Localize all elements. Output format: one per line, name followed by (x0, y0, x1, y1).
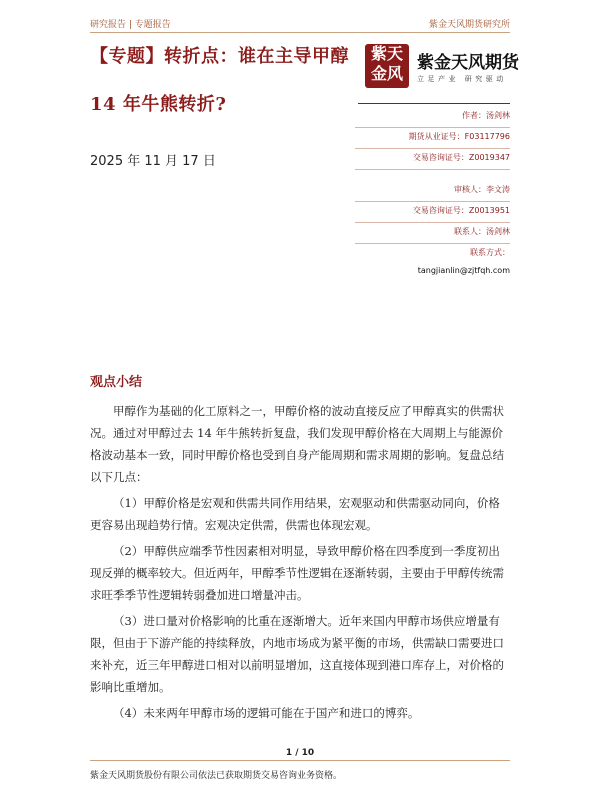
logo-slogan: 立足产业 研究驱动 (417, 75, 507, 83)
contact-method: 联系方式： (470, 248, 510, 257)
section-title: 观点小结 (90, 375, 143, 390)
futures-license: 期货从业证号：F03117796 (408, 132, 510, 141)
footer-divider (90, 760, 510, 761)
page-header (90, 14, 510, 33)
reviewer-block (355, 184, 510, 202)
author-block (355, 110, 510, 128)
license-block (355, 131, 510, 149)
contact-person: 联系人：汤剑林 (454, 227, 510, 236)
report-title-line1: 【专题】转折点：谁在主导甲醇 (90, 46, 349, 67)
company-logo (365, 44, 519, 96)
paragraph-point-3: （3）进口量对价格影响的比重在逐渐增大。近年来国内甲醇市场供应增量有限，但由于下游产能的持续释放，内地市场成为紧平衡的市场，供需缺口需要进口来补充，近三年甲醇进口相对以前明显增加，这直接体现到港口库存上，对价格的影响比重增加。 (90, 614, 504, 694)
divider (355, 148, 510, 149)
divider (355, 127, 510, 128)
logo-seal-icon (365, 44, 409, 88)
divider (355, 243, 510, 244)
reviewer-name: 审核人：李文涛 (454, 185, 510, 194)
seal-bottom-text: 金风 (370, 64, 403, 83)
header-category: 研究报告 | 专题报告 (90, 20, 171, 30)
divider (355, 169, 510, 170)
paragraph-point-2: （2）甲醇供应端季节性因素相对明显，导致甲醇价格在四季度到一季度初出现反弹的概率较大。但近两年，甲醇季节性逻辑在逐渐转弱，主要由于甲醇传统需求旺季季节性逻辑转弱叠加进口增量冲击。 (90, 544, 504, 602)
consult-block-1 (355, 152, 510, 170)
page-number: 1 / 10 (285, 748, 315, 758)
report-title-line2: 14 年牛熊转折? (90, 94, 227, 115)
seal-top-text: 紫天 (370, 44, 403, 63)
paragraph-point-4: （4）未来两年甲醇市场的逻辑可能在于国产和进口的博弈。 (113, 706, 420, 720)
contact-person-block (355, 226, 510, 244)
paragraph-intro: 甲醇作为基础的化工原料之一，甲醇价格的波动直接反应了甲醇真实的供需状况。通过对甲醇过去 14 年牛熊转折复盘，我们发现甲醇价格在大周期上与能源价格波动基本一致，同时甲醇价格也受到自身产能周期和需求周期的影响。复盘总结以下几点： (90, 404, 504, 484)
consult-license-2: 交易咨询证号：Z0013951 (412, 206, 510, 215)
author-name: 作者：汤剑林 (462, 111, 510, 120)
consult-block-2 (355, 205, 510, 223)
header-institute: 紫金天风期货研究所 (428, 20, 510, 30)
email-block (355, 266, 510, 275)
contact-email[interactable]: tangjianlin@zjtfqh.com (417, 266, 510, 275)
consult-license-1: 交易咨询证号：Z0019347 (412, 153, 510, 162)
divider (355, 201, 510, 202)
report-date: 2025 年 11 月 17 日 (90, 154, 216, 169)
paragraph-point-1: （1）甲醇价格是宏观和供需共同作用结果，宏观驱动和供需驱动同向，价格更容易出现趋势行情。宏观决定供需，供需也体现宏观。 (90, 496, 500, 532)
summary-body (90, 400, 510, 728)
contact-method-block (355, 247, 510, 258)
divider (355, 222, 510, 223)
logo-divider (358, 103, 510, 104)
logo-company-name: 紫金天风期货 (417, 53, 519, 73)
footer-note: 紫金天风期货股份有限公司依法已获取期货交易咨询业务资格。 (90, 771, 343, 781)
